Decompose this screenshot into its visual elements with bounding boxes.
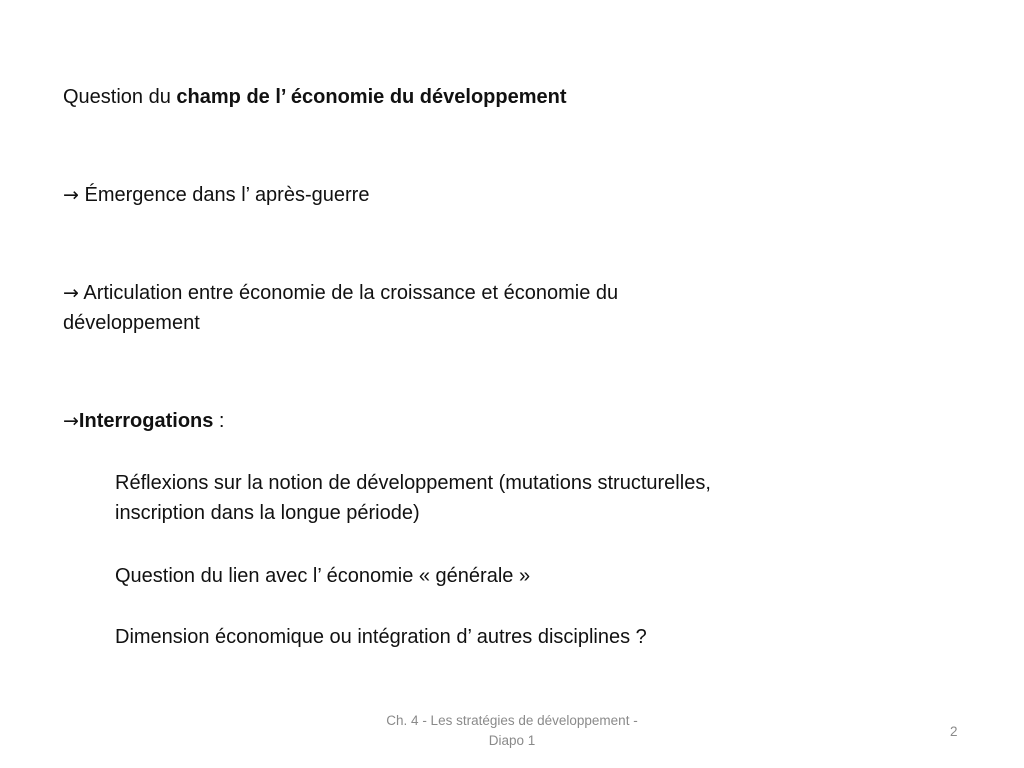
point-articulation-cont: développement — [63, 312, 200, 334]
subpoint-dimension: Dimension économique ou intégration d’ autres disciplines ? — [115, 626, 647, 648]
subpoint-reflexions-cont: inscription dans la longue période) — [115, 502, 420, 524]
point-text: Articulation entre économie de la croissance et économie du — [78, 282, 619, 304]
arrow-right-icon: → — [63, 410, 79, 432]
point-text: : — [213, 410, 225, 432]
point-bold: Interrogations — [78, 410, 214, 432]
point-emergence — [63, 180, 369, 210]
subpoint-reflexions: Réflexions sur la notion de développement (mutations structurelles, — [115, 472, 711, 494]
title-bold: champ de l’ économie du développement — [176, 86, 567, 108]
point-interrogations — [63, 406, 225, 436]
point-articulation — [63, 278, 618, 308]
slide-title — [63, 82, 567, 112]
arrow-right-icon: → — [63, 282, 79, 304]
slide-footer — [312, 711, 712, 751]
point-text: Émergence dans l’ après-guerre — [78, 184, 370, 206]
arrow-right-icon: → — [63, 184, 79, 206]
page-number: 2 — [950, 724, 958, 739]
footer-line1: Ch. 4 - Les stratégies de développement - — [386, 713, 638, 728]
subpoint-lien: Question du lien avec l’ économie « générale » — [115, 565, 531, 587]
footer-line2: Diapo 1 — [488, 733, 536, 748]
title-prefix: Question du — [63, 86, 177, 108]
